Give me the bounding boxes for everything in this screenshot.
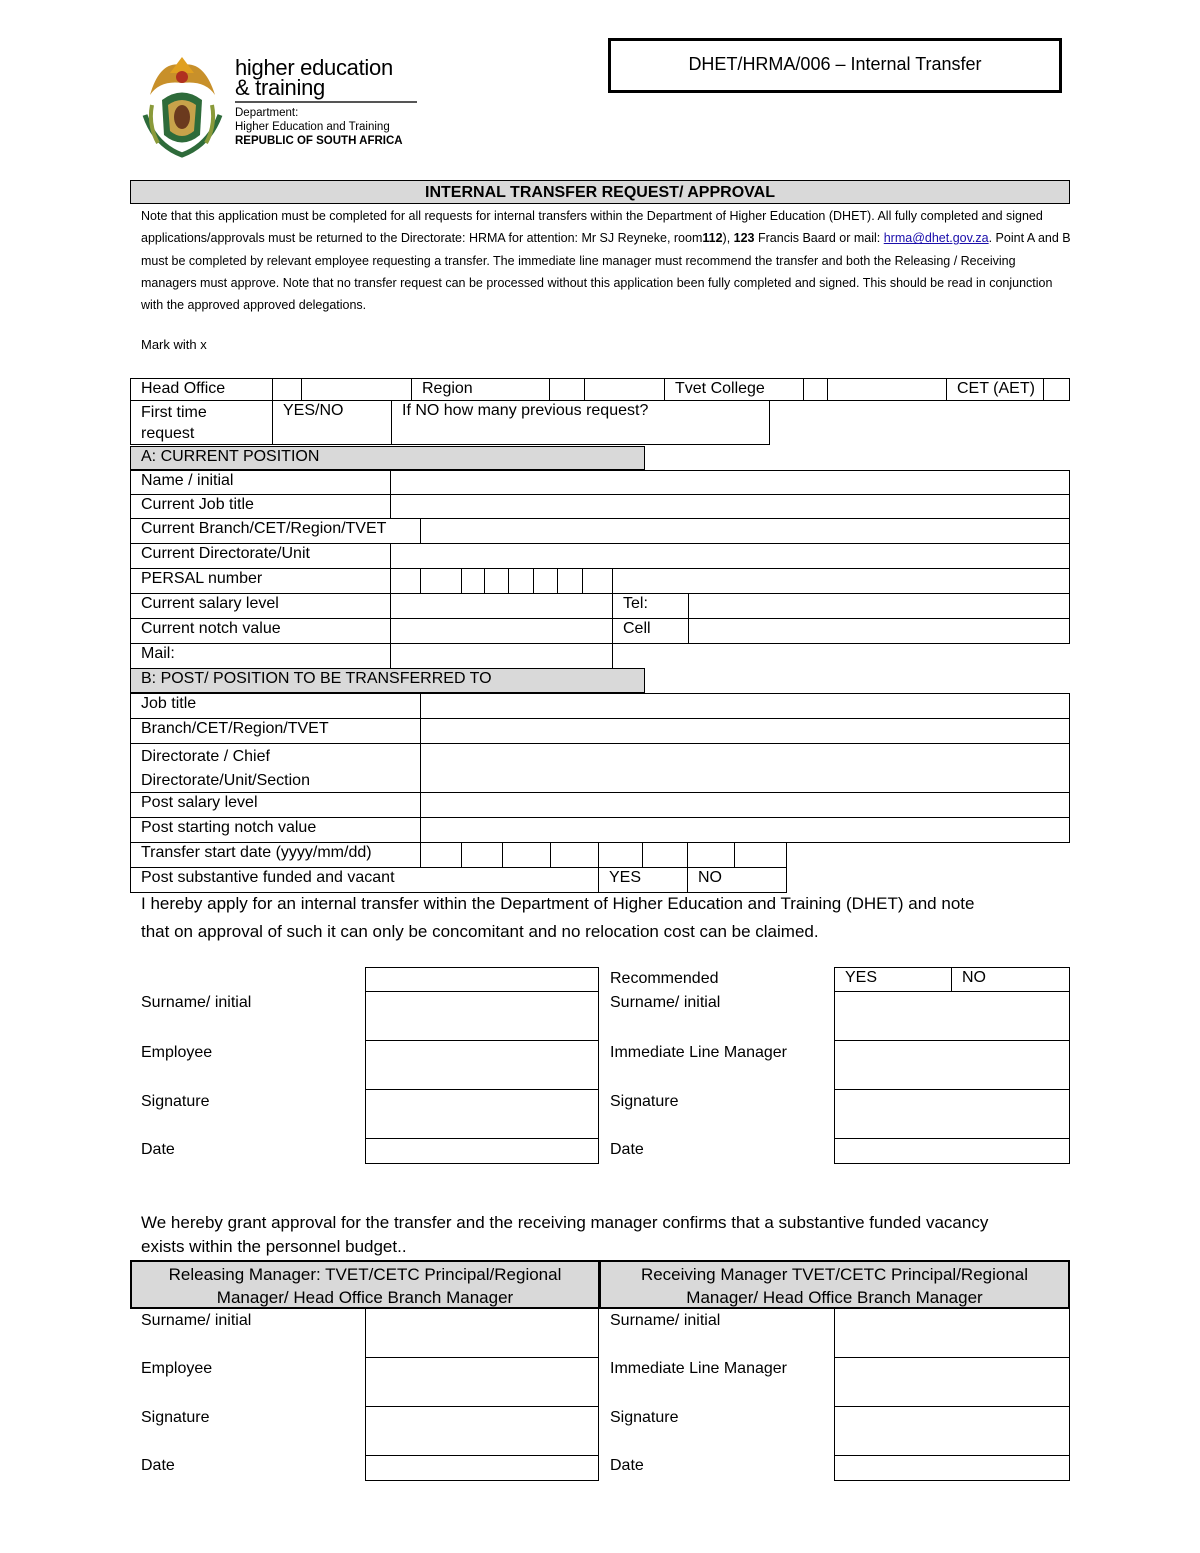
cell-label: Cell [612,618,689,644]
employee-box-top[interactable] [365,967,599,992]
head-office-label: Head Office [130,378,273,401]
manager-signature-input[interactable] [834,1089,1070,1139]
logo-dept-name: Higher Education and Training [235,121,390,133]
branch-input[interactable] [420,518,1070,544]
employee-label: Employee [141,1044,213,1061]
job-title-input[interactable] [390,494,1070,519]
persal-digit[interactable] [461,568,485,594]
releasing-employee-input[interactable] [365,1357,599,1407]
funded-label: Post substantive funded and vacant [130,867,599,893]
recommend-no[interactable]: NO [951,967,1070,992]
persal-digit[interactable] [533,568,558,594]
manager-signature-label: Signature [610,1093,679,1110]
mail-input[interactable] [390,643,613,669]
approval-line2: exists within the personnel budget.. [141,1237,407,1256]
receiving-manager-header: Receiving Manager TVET/CETC Principal/Regional Manager/ Head Office Branch Manager [599,1260,1070,1309]
date-digit[interactable] [502,842,551,868]
manager-date-label: Date [610,1141,644,1158]
releasing-date-label: Date [141,1457,175,1474]
persal-label: PERSAL number [130,568,391,594]
receiving-signature-label: Signature [610,1409,679,1426]
head-office-mark[interactable] [272,378,302,401]
first-time-label: First time request [130,400,273,445]
date-digit[interactable] [687,842,735,868]
manager-surname-input[interactable] [834,991,1070,1041]
date-digit[interactable] [642,842,688,868]
post-salary-label: Post salary level [130,792,421,818]
post-job-title-label: Job title [130,693,421,719]
releasing-date-input[interactable] [365,1455,599,1481]
section-a-heading: A: CURRENT POSITION [130,446,645,470]
tvet-label: Tvet College [664,378,804,401]
employee-date-label: Date [141,1141,175,1158]
salary-input[interactable] [390,593,613,619]
logo-line1: higher education [235,55,393,80]
employee-signature-input[interactable] [365,1089,599,1139]
cet-mark[interactable] [1043,378,1070,401]
persal-digit[interactable] [420,568,462,594]
logo-dept: Department: [235,107,299,119]
releasing-signature-label: Signature [141,1409,210,1426]
receiving-line-manager-input[interactable] [834,1357,1070,1407]
head-office-blank[interactable] [301,378,412,401]
employee-surname-input[interactable] [365,991,599,1041]
manager-date-input[interactable] [834,1138,1070,1164]
line-manager-input[interactable] [834,1040,1070,1090]
document-code: DHET/HRMA/006 – Internal Transfer [608,38,1062,93]
cell-input[interactable] [688,618,1070,644]
start-date-label: Transfer start date (yyyy/mm/dd) [130,842,421,868]
form-title: INTERNAL TRANSFER REQUEST/ APPROVAL [130,180,1070,204]
date-digit[interactable] [420,842,462,868]
recommended-label: Recommended [610,970,719,987]
post-job-title-input[interactable] [420,693,1070,719]
tel-input[interactable] [688,593,1070,619]
name-input[interactable] [390,470,1070,495]
previous-requests-field[interactable]: If NO how many previous request? [391,400,770,445]
date-digit[interactable] [734,842,787,868]
manager-surname-label: Surname/ initial [610,994,721,1011]
notch-input[interactable] [390,618,613,644]
receiving-surname-input[interactable] [834,1308,1070,1358]
post-notch-label: Post starting notch value [130,817,421,843]
branch-label: Current Branch/CET/Region/TVET [130,518,421,544]
employee-signature-label: Signature [141,1093,210,1110]
declaration-line1: I hereby apply for an internal transfer within the Department of Higher Education and Training (DHET) and note [141,894,975,913]
approval-line1: We hereby grant approval for the transfer and the receiving manager confirms that a substantive funded vacancy [141,1213,989,1232]
post-branch-label: Branch/CET/Region/TVET [130,718,421,744]
recommend-yes[interactable]: YES [834,967,952,992]
mail-label: Mail: [130,643,391,669]
region-blank[interactable] [584,378,665,401]
directorate-input[interactable] [390,543,1070,569]
post-directorate-label: Directorate / Chief Directorate/Unit/Section [130,743,421,793]
salary-label: Current salary level [130,593,391,619]
declaration-line2: that on approval of such it can only be concomitant and no relocation cost can be claimed. [141,922,819,941]
releasing-surname-input[interactable] [365,1308,599,1358]
funded-yes[interactable]: YES [598,867,688,893]
releasing-signature-input[interactable] [365,1406,599,1456]
employee-name-input[interactable] [365,1040,599,1090]
releasing-employee-label: Employee [141,1360,213,1377]
notch-label: Current notch value [130,618,391,644]
date-digit[interactable] [598,842,643,868]
name-label: Name / initial [130,470,391,495]
coat-of-arms-icon [140,55,225,160]
post-notch-input[interactable] [420,817,1070,843]
receiving-surname-label: Surname/ initial [610,1312,721,1329]
persal-digit[interactable] [582,568,613,594]
post-branch-input[interactable] [420,718,1070,744]
tvet-blank[interactable] [827,378,947,401]
persal-digit[interactable] [484,568,509,594]
section-b-heading: B: POST/ POSITION TO BE TRANSFERRED TO [130,668,645,693]
releasing-manager-header: Releasing Manager: TVET/CETC Principal/Regional Manager/ Head Office Branch Manager [130,1260,600,1309]
persal-blank [612,568,1070,594]
receiving-signature-input[interactable] [834,1406,1070,1456]
logo-rule [235,101,417,103]
post-salary-input[interactable] [420,792,1070,818]
mark-instruction: Mark with x [141,337,207,352]
logo-country: REPUBLIC OF SOUTH AFRICA [235,135,403,147]
receiving-line-manager-label: Immediate Line Manager [610,1360,787,1377]
persal-digit[interactable] [508,568,534,594]
receiving-date-input[interactable] [834,1455,1070,1481]
region-label: Region [411,378,550,401]
directorate-label: Current Directorate/Unit [130,543,391,569]
receiving-date-label: Date [610,1457,644,1474]
logo-line2: & training [235,75,325,100]
dhet-logo [140,55,425,165]
employee-date-input[interactable] [365,1138,599,1164]
releasing-surname-label: Surname/ initial [141,1312,252,1329]
region-mark[interactable] [549,378,585,401]
tvet-mark[interactable] [803,378,828,401]
post-directorate-input[interactable] [420,743,1070,793]
persal-digit[interactable] [557,568,583,594]
line-manager-label: Immediate Line Manager [610,1044,787,1061]
funded-no[interactable]: NO [687,867,787,893]
persal-digit[interactable] [390,568,421,594]
tel-label: Tel: [612,593,689,619]
employee-surname-label: Surname/ initial [141,994,252,1011]
form-note: Note that this application must be completed for all requests for internal transfers within the Department of Higher Education (DHET). All fully completed and signed applications/approvals must be returned to the Directorate: HRMA for attention: Mr SJ Reyneke, room112), 123 Francis Baard or mail: hrma@dhet.gov.za. Point A and B must be completed by relevant employee requesting a transfer. The immediate line manager must recommend the transfer and both the Releasing / Receiving managers must approve. Note that no transfer request can be processed without this application been fully completed and signed. This should be read in conjunction with the approved approved delegations. [141,209,1071,313]
date-digit[interactable] [461,842,503,868]
job-title-label: Current Job title [130,494,391,519]
cet-label: CET (AET) [946,378,1044,401]
date-digit[interactable] [550,842,599,868]
yes-no-field[interactable]: YES/NO [272,400,392,445]
email-link[interactable]: hrma@dhet.gov.za [883,231,989,246]
